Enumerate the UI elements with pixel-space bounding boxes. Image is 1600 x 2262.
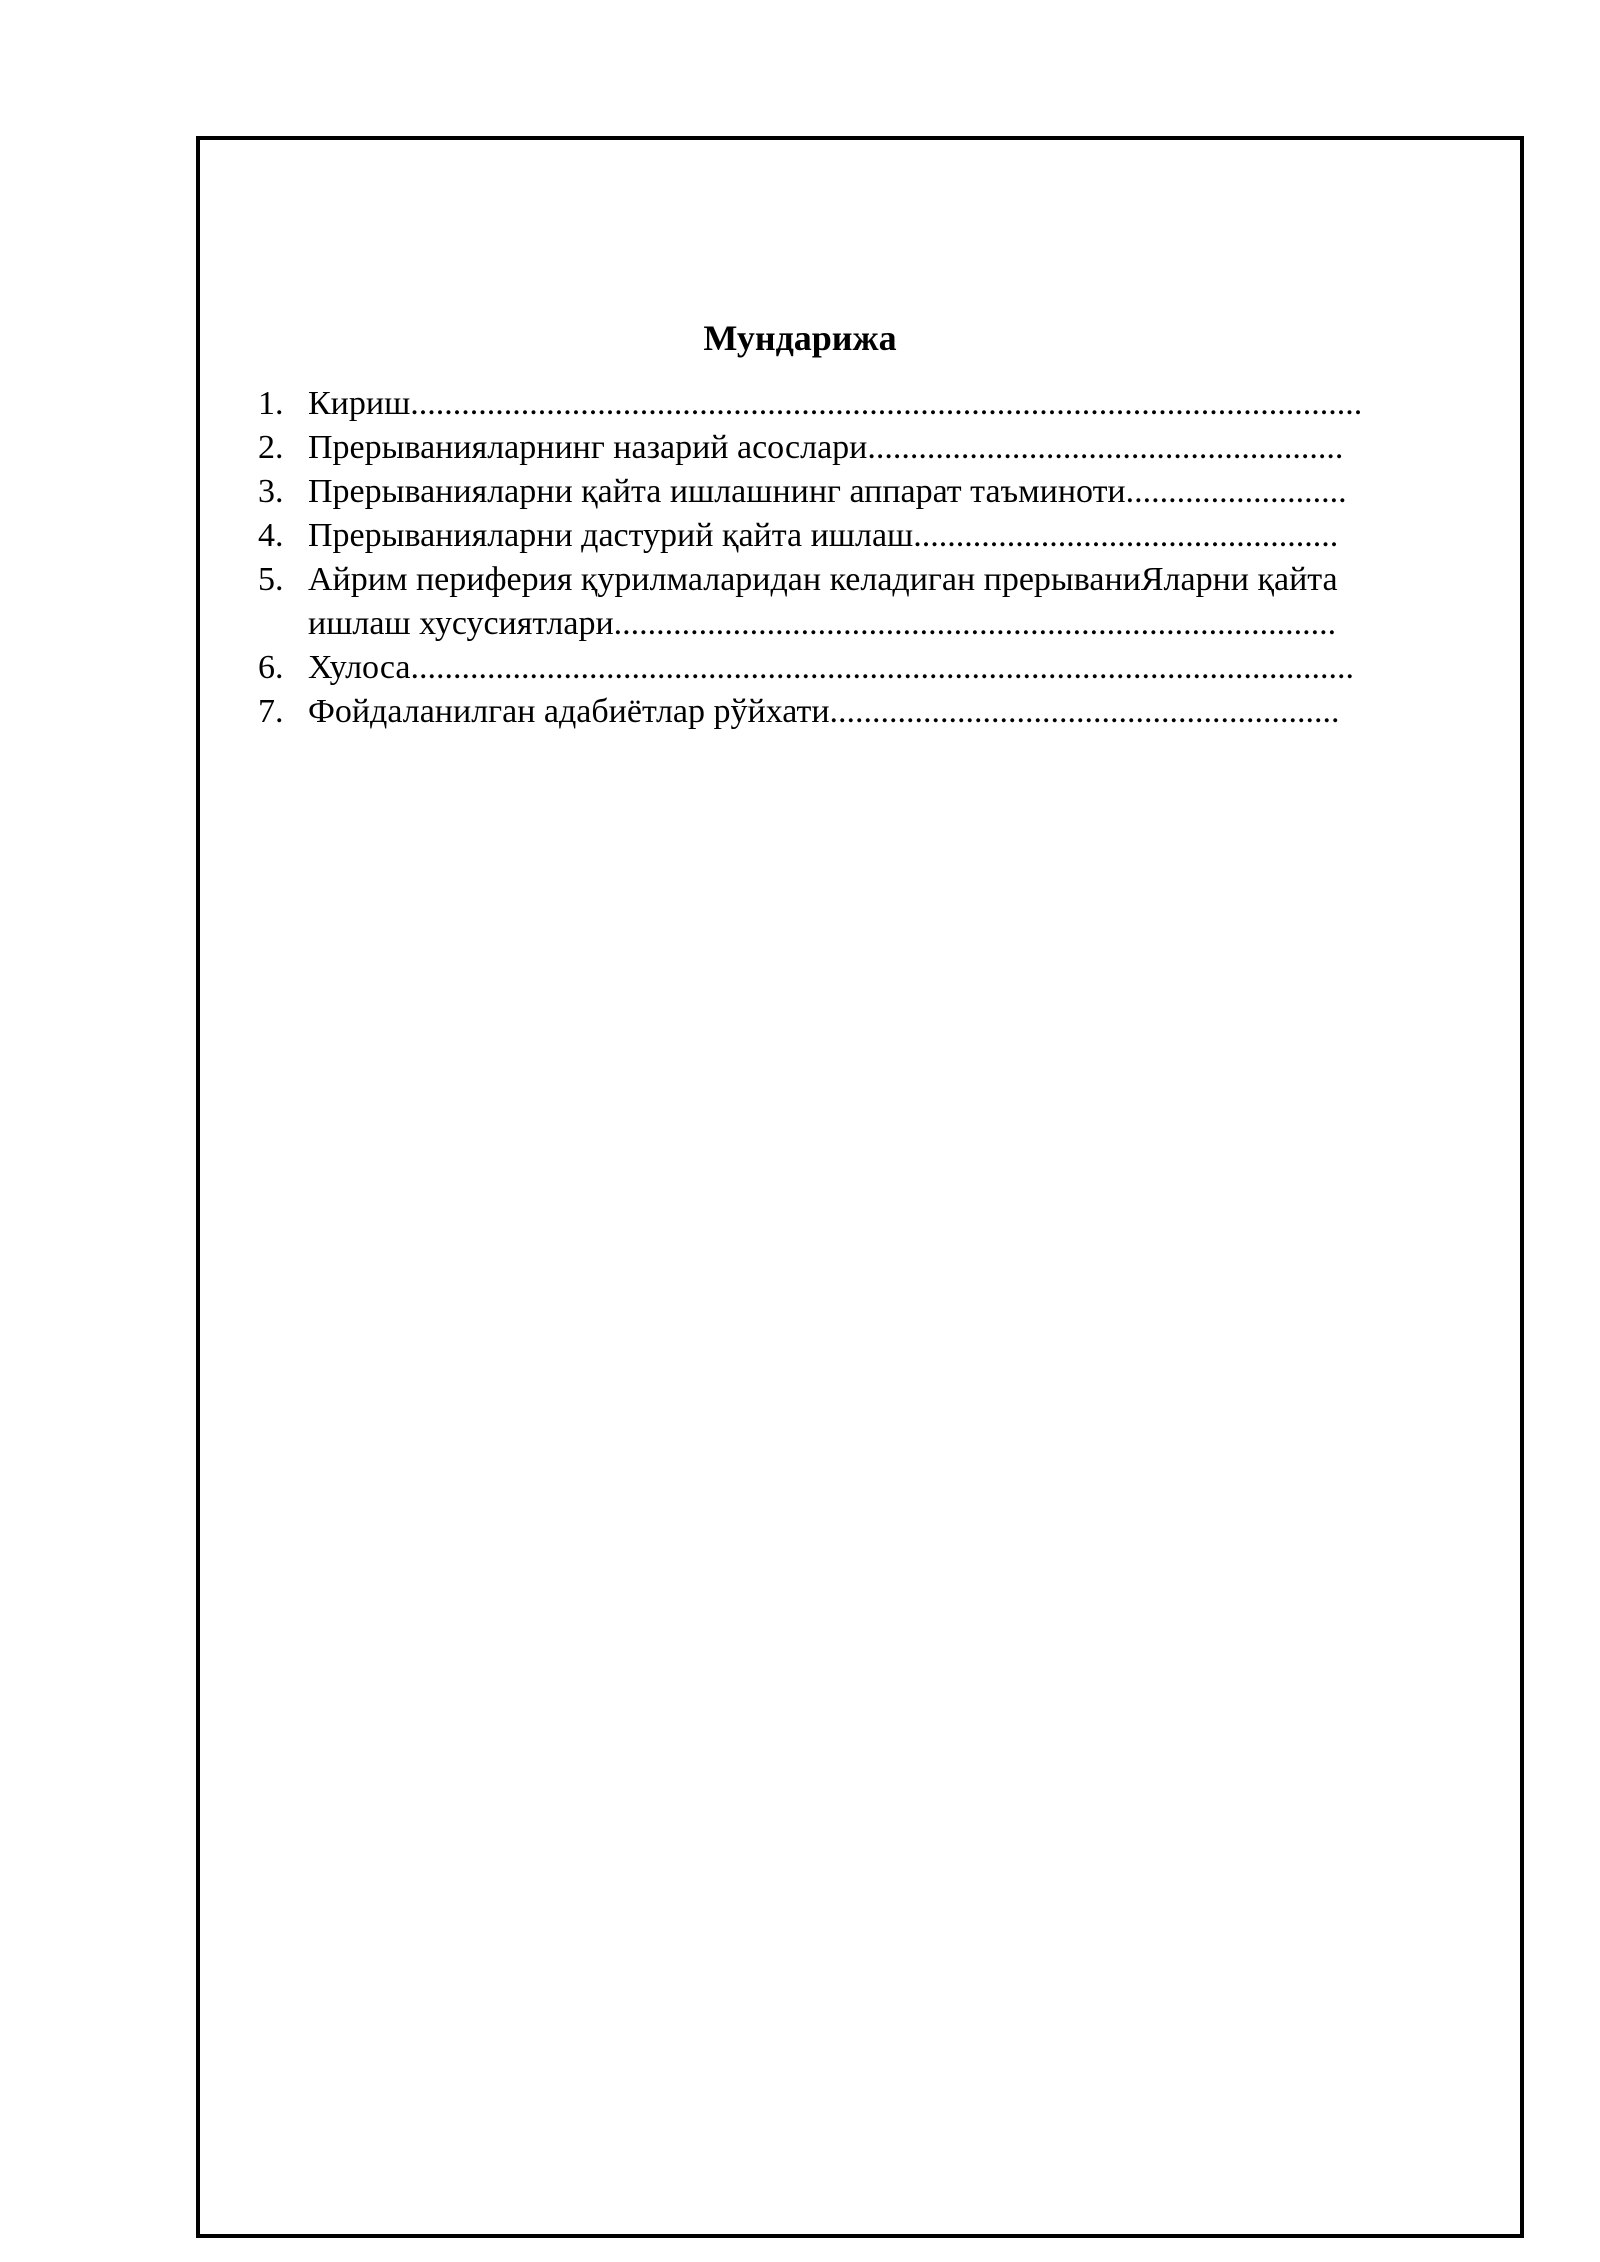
toc-item-number: 3.: [258, 473, 284, 510]
toc-item-7: [252, 690, 1492, 734]
toc-item-4: [252, 514, 1492, 558]
toc-item-number: 4.: [258, 517, 284, 554]
toc-item-number: 5.: [258, 561, 284, 598]
toc-item-3: [252, 470, 1492, 514]
toc-title: Мундарижа: [703, 318, 897, 358]
toc-item-text: Хулоса...............................................................................................................: [308, 649, 1354, 686]
toc-item-number: 6.: [258, 649, 284, 686]
toc-item-text-continued: ишлаш хусусиятлари.....................................................................................: [308, 605, 1337, 642]
toc-item-text: Айрим периферия қурилмаларидан келадиган прерываниЯларни қайта: [308, 561, 1338, 598]
toc-item-text: Кириш................................................................................................................: [308, 385, 1363, 422]
toc-item-number: 7.: [258, 693, 284, 730]
toc-item-number: 1.: [258, 385, 284, 422]
toc-item-text: Прерыванияларни дастурий қайта ишлаш..................................................: [308, 517, 1339, 554]
toc-item-1: [252, 382, 1492, 426]
toc-item-text: Прерыванияларнинг назарий асослари........................................................: [308, 429, 1344, 466]
toc-item-6: [252, 646, 1492, 690]
toc-item-2: [252, 426, 1492, 470]
toc-item-5: [252, 558, 1492, 646]
toc-item-text: Фойдаланилган адабиётлар рўйхати............................................................: [308, 693, 1340, 730]
table-of-contents: [252, 382, 1492, 734]
toc-item-number: 2.: [258, 429, 284, 466]
toc-item-text: Прерыванияларни қайта ишлашнинг аппарат таъминоти..........................: [308, 473, 1347, 510]
